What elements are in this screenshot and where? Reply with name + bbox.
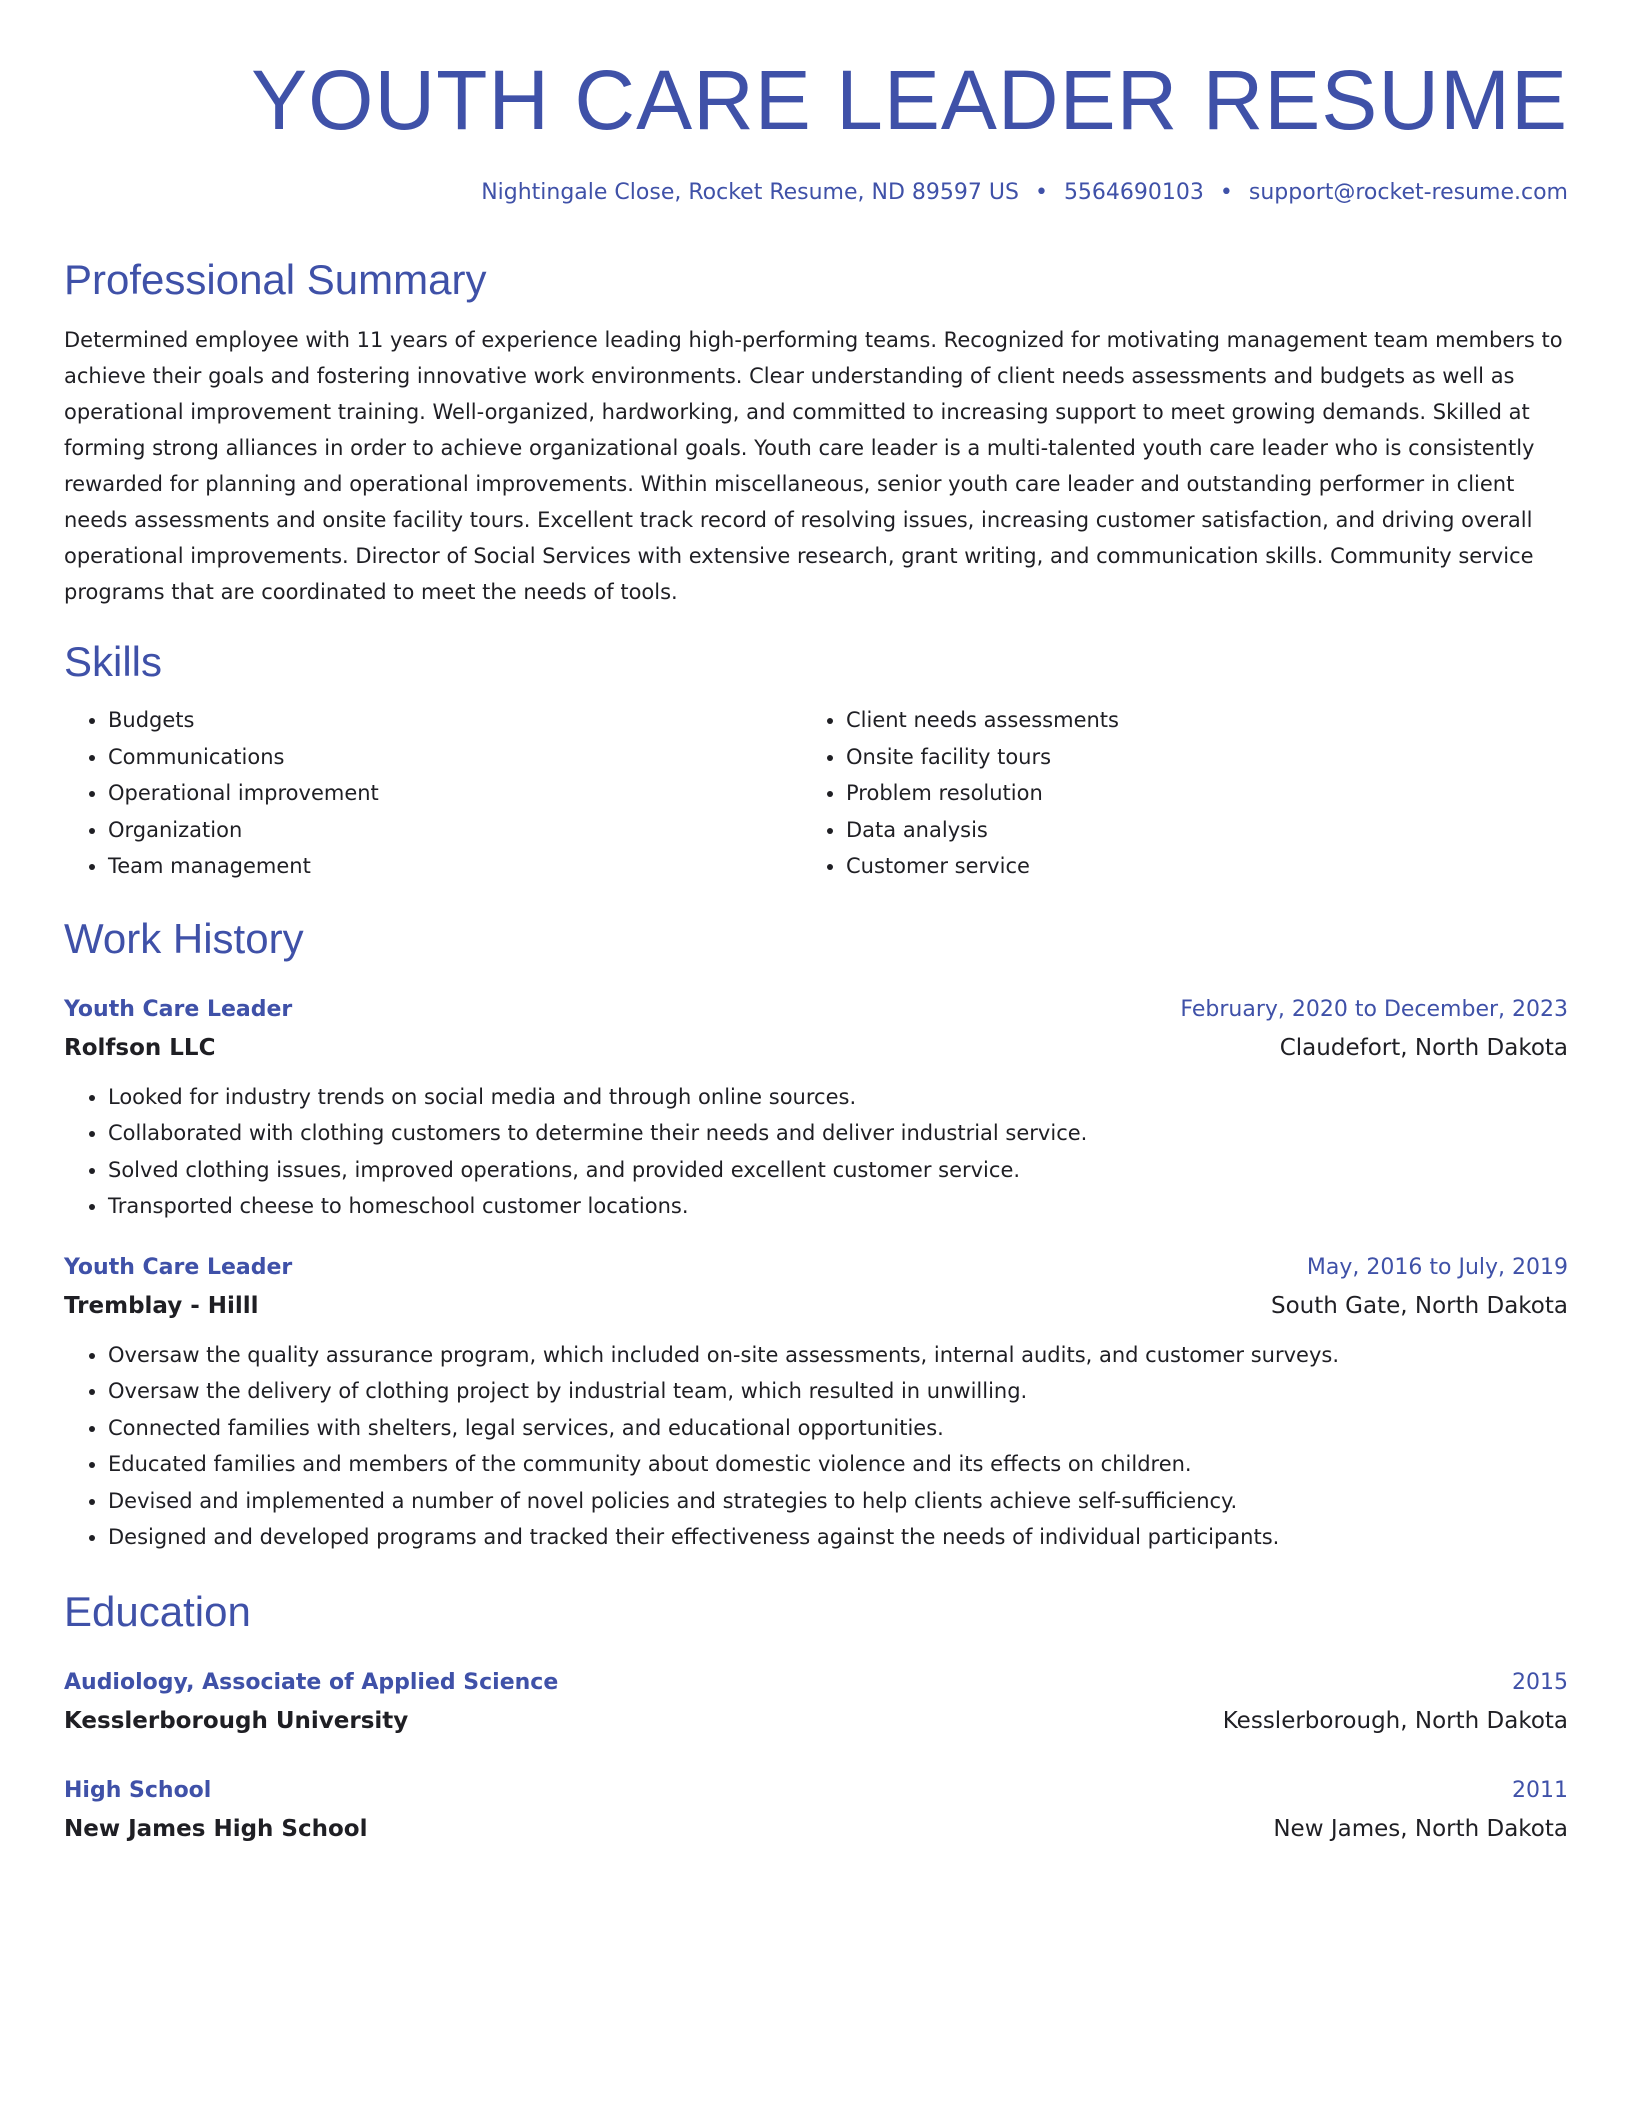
- skills-column-left: [64, 702, 802, 885]
- education-header-row: [64, 1772, 1568, 1810]
- job-bullet: • Collaborated with clothing customers to determine their needs and deliver industrial service.: [108, 1115, 1568, 1152]
- job-company-row: [64, 1287, 1568, 1325]
- contact-separator: •: [1034, 180, 1048, 205]
- job-location: Claudefort, North Dakota: [1279, 1034, 1568, 1061]
- resume-header: [64, 48, 1568, 208]
- skill-item: • Budgets: [108, 702, 802, 739]
- job-company: Tremblay - Hilll: [64, 1292, 259, 1319]
- skill-item: • Operational improvement: [108, 775, 802, 812]
- job-bullets: [64, 1079, 1568, 1225]
- section-heading-work: Work History: [64, 914, 304, 962]
- contact-email: support@rocket-resume.com: [1248, 180, 1568, 205]
- job-dates: February, 2020 to December, 2023: [1180, 996, 1568, 1022]
- job-location: South Gate, North Dakota: [1271, 1292, 1568, 1319]
- skills-section: [64, 636, 1568, 885]
- education-entry: [64, 1664, 1568, 1740]
- skill-item: • Client needs assessments: [846, 702, 1540, 739]
- skill-item: • Data analysis: [846, 812, 1540, 849]
- contact-phone: 5564690103: [1063, 180, 1204, 205]
- contact-separator: •: [1219, 180, 1233, 205]
- job-bullet: • Transported cheese to homeschool customer locations.: [108, 1188, 1568, 1225]
- professional-summary-section: [64, 254, 1568, 610]
- job-dates: May, 2016 to July, 2019: [1306, 1254, 1568, 1280]
- education-school: Kesslerborough University: [64, 1707, 409, 1734]
- education-entry: [64, 1772, 1568, 1848]
- skill-item: • Customer service: [846, 848, 1540, 885]
- education-location: New James, North Dakota: [1273, 1815, 1568, 1842]
- job-entry: [64, 991, 1568, 1225]
- job-header-row: [64, 991, 1568, 1029]
- education-section: [64, 1586, 1568, 1848]
- job-bullets: [64, 1337, 1568, 1556]
- work-history-section: [64, 913, 1568, 1556]
- skills-column-right: [802, 702, 1540, 885]
- education-school-row: [64, 1810, 1568, 1848]
- section-heading-summary: Professional Summary: [64, 256, 487, 303]
- job-bullet: • Oversaw the delivery of clothing project by industrial team, which resulted in unwilling.: [108, 1373, 1568, 1410]
- education-location: Kesslerborough, North Dakota: [1222, 1707, 1568, 1734]
- job-title: Youth Care Leader: [64, 996, 293, 1022]
- contact-line: [64, 178, 1568, 208]
- skills-grid: [64, 702, 1568, 885]
- education-school: New James High School: [64, 1815, 368, 1842]
- job-bullet: • Designed and developed programs and tracked their effectiveness against the needs of individual participants.: [108, 1519, 1568, 1556]
- education-school-row: [64, 1702, 1568, 1740]
- job-company-row: [64, 1029, 1568, 1067]
- job-bullet: • Oversaw the quality assurance program, which included on-site assessments, internal audits, and customer surveys.: [108, 1337, 1568, 1374]
- skill-item: • Onsite facility tours: [846, 739, 1540, 776]
- education-year: 2011: [1512, 1777, 1568, 1803]
- resume-title: YOUTH CARE LEADER RESUME: [251, 53, 1568, 147]
- skill-item: • Communications: [108, 739, 802, 776]
- section-heading-education: Education: [64, 1587, 251, 1635]
- education-year: 2015: [1512, 1669, 1568, 1695]
- job-bullet: • Connected families with shelters, legal services, and educational opportunities.: [108, 1410, 1568, 1447]
- job-bullet: • Looked for industry trends on social media and through online sources.: [108, 1079, 1568, 1116]
- contact-address: Nightingale Close, Rocket Resume, ND 89597 US: [481, 180, 1019, 205]
- skill-item: • Organization: [108, 812, 802, 849]
- section-heading-skills: Skills: [64, 638, 163, 685]
- skill-item: • Team management: [108, 848, 802, 885]
- education-degree: High School: [64, 1777, 212, 1803]
- skill-item: • Problem resolution: [846, 775, 1540, 812]
- summary-text: Determined employee with 11 years of experience leading high-performing teams. Recognized for motivating management team members to achieve their goals and fostering innovative work environments. Clear understanding of client needs assessments and budgets as well as operational improvement training. Well-organized, hardworking, and committed to increasing support to meet growing demands. Skilled at forming strong alliances in order to achieve organizational goals. Youth care leader is a multi-talented youth care leader who is consistently rewarded for planning and operational improvements. Within miscellaneous, senior youth care leader and outstanding performer in client needs assessments and onsite facility tours. Excellent track record of resolving issues, increasing customer satisfaction, and driving overall operational improvements. Director of Social Services with extensive research, grant writing, and communication skills. Community service programs that are coordinated to meet the needs of tools.: [64, 328, 1563, 604]
- job-bullet: • Devised and implemented a number of novel policies and strategies to help clients achieve self-sufficiency.: [108, 1483, 1568, 1520]
- education-degree: Audiology, Associate of Applied Science: [64, 1669, 559, 1695]
- job-title: Youth Care Leader: [64, 1254, 293, 1280]
- job-entry: [64, 1249, 1568, 1556]
- job-bullet: • Solved clothing issues, improved operations, and provided excellent customer service.: [108, 1152, 1568, 1189]
- job-header-row: [64, 1249, 1568, 1287]
- job-bullet: • Educated families and members of the community about domestic violence and its effects on children.: [108, 1446, 1568, 1483]
- job-company: Rolfson LLC: [64, 1034, 216, 1061]
- education-header-row: [64, 1664, 1568, 1702]
